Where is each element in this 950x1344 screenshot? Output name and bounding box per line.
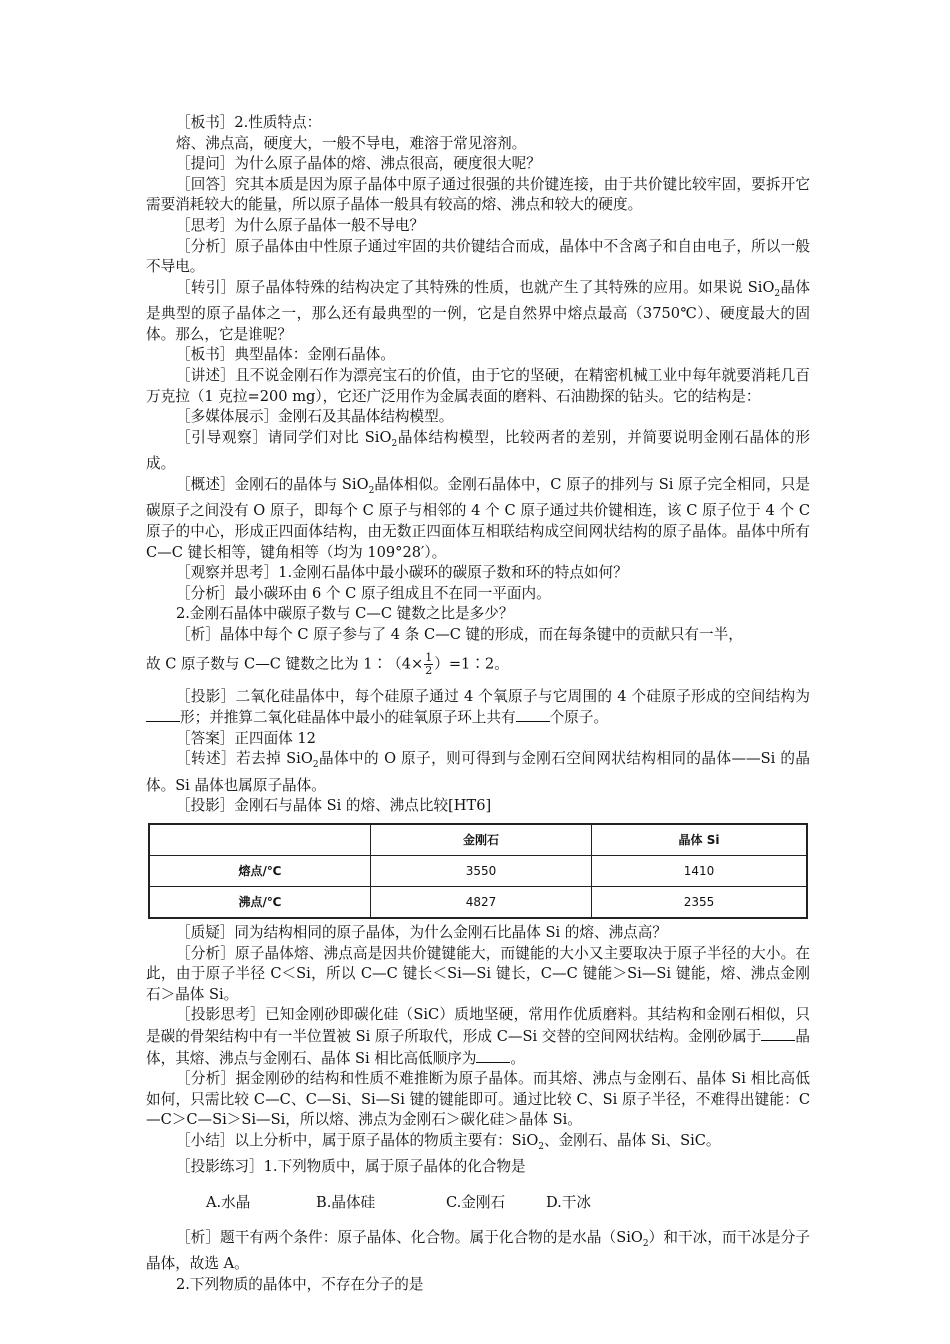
option-b: B.晶体硅 <box>316 1193 376 1211</box>
paragraph: ［分析］原子晶体熔、沸点高是因共价键键能大，而键能的大小又主要取决于原子半径的大小。在此，由于原子半径 C＜Si，所以 C—C 键长＜Si—Si 键长，C—C 键能＞Si—Si 键能，熔、沸点金刚石＞晶体 Si。 <box>146 944 810 1003</box>
answer-options <box>146 1193 810 1214</box>
fraction: $\frac{1}{2}$ <box>425 650 433 677</box>
paragraph: ［析］晶体中每个 C 原子参与了 4 条 C—C 键的形成，而在每条键中的贡献只有一半， <box>176 625 743 643</box>
table-cell: 2355 <box>592 887 808 919</box>
table-cell: 1410 <box>592 856 808 887</box>
paragraph: ［小结］以上分析中，属于原子晶体的物质主要有：SiO$_2$、金刚石、晶体 Si、SiC。 <box>176 1131 721 1152</box>
paragraph: ［提问］为什么原子晶体的熔、沸点很高，硬度很大呢？ <box>176 155 541 173</box>
answer-blank <box>476 1048 510 1063</box>
paragraph: ［投影练习］1.下列物质中，属于原子晶体的化合物是 <box>176 1158 526 1176</box>
table-cell: 3550 <box>371 856 592 887</box>
paragraph: ［转述］若去掉 SiO$_2$晶体中的 O 原子，则可得到与金刚石空间网状结构相同的晶体——Si 的晶体。Si 晶体也属原子晶体。 <box>146 750 810 794</box>
paragraph: ［分析］据金刚砂的结构和性质不难推断为原子晶体。而其熔、沸点与金刚石、晶体 Si 相比高低如何，只需比较 C—C、C—Si、Si—Si 键的键能即可。通过比较 C、Si 原子半径，不难得出键能：C—C＞C—Si＞Si—Si，所以熔、沸点为金刚石＞碳化硅＞晶体 Si。 <box>146 1070 810 1129</box>
row-label: 熔点/℃ <box>149 856 371 887</box>
answer-blank <box>146 707 180 722</box>
paragraph: ［答案］正四面体 12 <box>176 729 316 747</box>
paragraph: ［析］题干有两个条件：原子晶体、化合物。属于化合物的是水晶（SiO$_2$）和干冰，而干冰是分子晶体，故选 A。 <box>146 1228 810 1273</box>
table-row <box>149 887 807 919</box>
answer-blank <box>761 1026 795 1041</box>
paragraph: ［讲述］且不说金刚石作为漂亮宝石的价值，由于它的坚硬，在精密机械工业中每年就要消耗几百万克拉（1 克拉=200 mg），它还广泛用作为金属表面的磨料、石油勘探的钻头。它的结构是： <box>146 367 810 405</box>
option-d: D.干冰 <box>546 1193 592 1211</box>
paragraph: ［概述］金刚石的晶体与 SiO$_2$晶体相似。金刚石晶体中，C 原子的排列与 Si 原子完全相同，只是碳原子之间没有 O 原子，即每个 C 原子与相邻的 4 个 C 原子通过共价键相连，该 C 原子位于 4 个 C 原子的中心，形成正四面体结构，由无数正四面体互相联结构成空间网状结构的原子晶体。晶体中所有 C—C 键长相等，键角相等（均为 109°28′）。 <box>146 475 810 561</box>
fraction-line: 故 C 原子数与 C—C 键数之比为 1∶（4× $\frac{1}{2}$ ）=1∶2。 <box>146 650 509 677</box>
table-header-cell: 晶体 Si <box>592 824 808 856</box>
paragraph: ［质疑］同为结构相同的原子晶体，为什么金刚石比晶体 Si 的熔、沸点高？ <box>176 924 667 942</box>
table-cell: 4827 <box>371 887 592 919</box>
paragraph: ［投影］二氧化硅晶体中，每个硅原子通过 4 个氧原子与它周围的 4 个硅原子形成的空间结构为形；并推算二氧化硅晶体中最小的硅氧原子环上共有 个原子。 <box>146 687 810 729</box>
row-label: 沸点/℃ <box>149 887 371 919</box>
paragraph: ［引导观察］请同学们对比 SiO$_2$晶体结构模型，比较两者的差别，并简要说明金刚石晶体的形成。 <box>146 428 810 473</box>
paragraph: ［分析］最小碳环由 6 个 C 原子组成且不在同一平面内。 <box>176 584 551 602</box>
paragraph: 熔、沸点高，硬度大，一般不导电，难溶于常见溶剂。 <box>176 134 527 152</box>
table-header-cell: 金刚石 <box>371 824 592 856</box>
paragraph: ［观察并思考］1.金刚石晶体中最小碳环的碳原子数和环的特点如何？ <box>176 564 628 582</box>
table-header-cell <box>149 824 371 856</box>
option-a: A.水晶 <box>206 1193 251 1211</box>
table-row <box>149 856 807 887</box>
paragraph: ［思考］为什么原子晶体一般不导电？ <box>176 216 425 234</box>
paragraph: ［转引］原子晶体特殊的结构决定了其特殊的性质，也就产生了其特殊的应用。如果说 SiO$_2$晶体是典型的原子晶体之一，那么还有最典型的一例，它是自然界中熔点最高（3750℃）、硬度最大的固体。那么，它是谁呢？ <box>146 278 810 343</box>
paragraph: ［分析］原子晶体由中性原子通过牢固的共价键结合而成，晶体中不含离子和自由电子，所以一般不导电。 <box>146 237 810 276</box>
paragraph: 2.金刚石晶体中碳原子数与 C—C 键数之比是多少？ <box>176 605 514 623</box>
paragraph: ［回答］究其本质是因为原子晶体中原子通过很强的共价键连接，由于共价键比较牢固，要拆开它需要消耗较大的能量，所以原子晶体一般具有较高的熔、沸点和较大的硬度。 <box>146 175 810 214</box>
document-body <box>146 113 810 1296</box>
table-header-row <box>149 824 807 856</box>
paragraph: 2.下列物质的晶体中，不存在分子的是 <box>176 1275 424 1293</box>
paragraph: ［投影］金刚石与晶体 Si 的熔、沸点比较[HT6] <box>176 797 492 815</box>
option-c: C.金刚石 <box>446 1193 506 1211</box>
paragraph: ［多媒体展示］金刚石及其晶体结构模型。 <box>176 408 454 426</box>
comparison-table <box>148 823 808 919</box>
paragraph: ［板书］2.性质特点： <box>176 114 322 131</box>
paragraph: ［板书］典型晶体：金刚石晶体。 <box>176 346 395 364</box>
paragraph: ［投影思考］已知金刚砂即碳化硅（SiC）质地坚硬，常用作优质磨料。其结构和金刚石相似，只是碳的骨架结构中有一半位置被 Si 原子所取代，形成 C—Si 交替的空间网状结构。金刚砂属于 晶体，其熔、沸点与金刚石、晶体 Si 相比高低顺序为 。 <box>146 1006 810 1067</box>
answer-blank <box>516 707 550 722</box>
